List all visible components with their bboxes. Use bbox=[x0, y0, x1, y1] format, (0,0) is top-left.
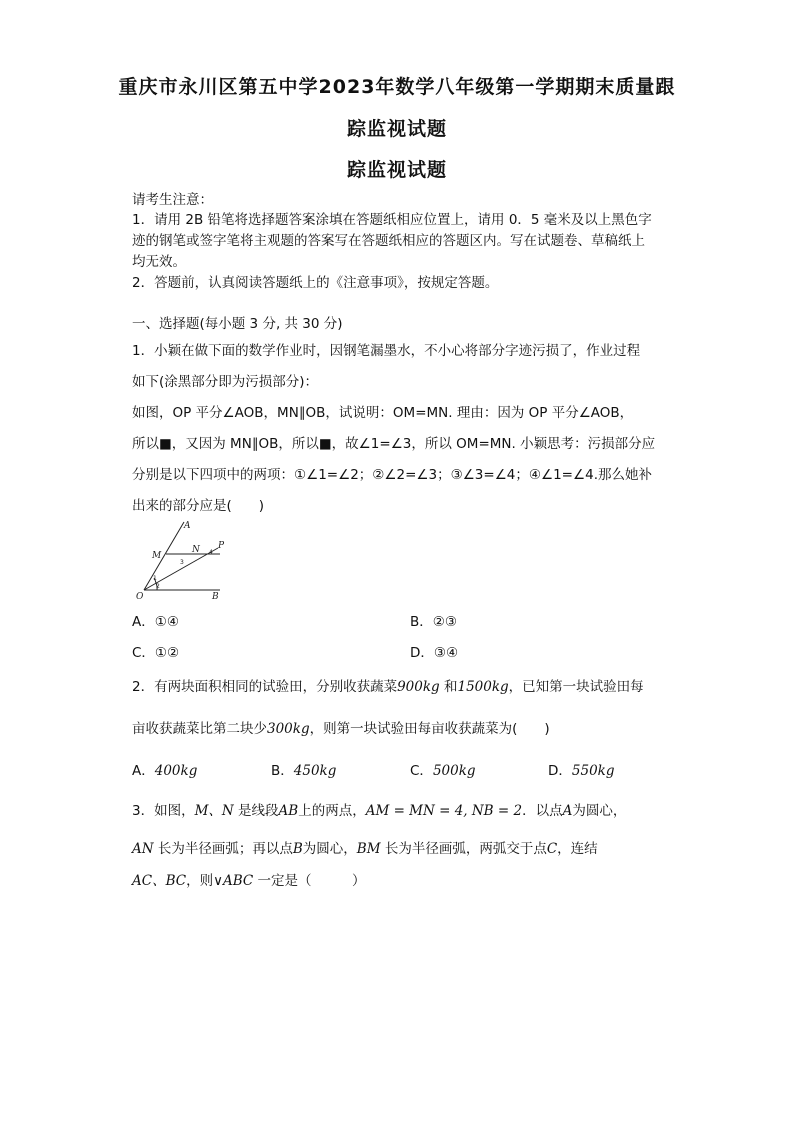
notice-heading: 请考生注意： bbox=[132, 192, 213, 208]
q2-line2 bbox=[132, 717, 550, 737]
q2-text-b: 和 bbox=[439, 679, 458, 695]
q2-option-d[interactable] bbox=[548, 759, 615, 779]
q2-option-a-value: 400kg bbox=[154, 763, 198, 779]
q2-math-900kg: 900kg bbox=[397, 679, 440, 695]
notice-item1-line3: 均无效。 bbox=[132, 254, 186, 270]
q2-option-d-value: 550kg bbox=[571, 763, 615, 779]
exam-title-line2: 踪监视试题 bbox=[346, 118, 447, 140]
q3-text-f: 长为半径画弧；再以点 bbox=[153, 841, 293, 857]
q2-option-a-label: A． bbox=[132, 763, 155, 779]
q3-text-b: 是线段 bbox=[233, 803, 279, 819]
q2-text-c: ，已知第一块试验田每 bbox=[508, 679, 644, 695]
q2-text-a: 2．有两块面积相同的试验田，分别收获蔬菜 bbox=[132, 679, 398, 695]
q3-math-equation: AM = MN = 4, NB = 2 bbox=[365, 803, 523, 819]
q3-math-bm: BM bbox=[356, 841, 381, 857]
q1-option-d[interactable]: D．③④ bbox=[410, 645, 459, 661]
q1-line6: 出来的部分应是( ) bbox=[132, 498, 265, 514]
q2-option-c-value: 500kg bbox=[432, 763, 476, 779]
q3-text-g: 为圆心， bbox=[302, 841, 357, 857]
q2-option-a[interactable] bbox=[132, 759, 197, 779]
q3-math-b: B bbox=[292, 841, 303, 857]
label-N: N bbox=[192, 545, 200, 555]
q3-math-triangle-abc: ∨ABC bbox=[213, 873, 254, 889]
q2-option-d-label: D． bbox=[548, 763, 572, 779]
label-angle-3: 3 bbox=[180, 559, 184, 566]
q2-text-d: 亩收获蔬菜比第二块少 bbox=[132, 721, 267, 737]
q2-math-1500kg: 1500kg bbox=[457, 679, 509, 695]
q2-line1 bbox=[132, 675, 644, 695]
q3-math-an: AN bbox=[132, 841, 154, 857]
label-angle-1: 1 bbox=[153, 575, 157, 582]
q2-text-e: ，则第一块试验田每亩收获蔬菜为( ) bbox=[309, 721, 550, 737]
q3-line2 bbox=[132, 837, 598, 857]
q1-line1: 1．小颖在做下面的数学作业时，因钢笔漏墨水，不小心将部分字迹污损了，作业过程 bbox=[132, 343, 641, 359]
label-angle-4: 4 bbox=[209, 549, 213, 556]
label-O: O bbox=[136, 592, 144, 602]
q1-line5: 分别是以下四项中的两项：①∠1=∠2；②∠2=∠3；③∠3=∠4；④∠1=∠4.那么她补 bbox=[132, 467, 652, 483]
q3-math-c: C bbox=[546, 841, 558, 857]
q2-option-b-label: B． bbox=[271, 763, 294, 779]
q3-math-mn: M、N bbox=[194, 803, 234, 819]
q3-text-a: 3．如图， bbox=[132, 803, 195, 819]
q1-line3: 如图，OP 平分∠AOB，MN∥OB，试说明：OM=MN. 理由：因为 OP 平分∠AOB， bbox=[132, 405, 634, 421]
notice-item1-line1: 1．请用 2B 铅笔将选择题答案涂填在答题纸相应位置上，请用 0．5 毫米及以上黑色字 bbox=[132, 212, 652, 228]
notice-item1-line2: 迹的钢笔或签字笔将主观题的答案写在答题纸相应的答题区内。写在试题卷、草稿纸上 bbox=[132, 233, 645, 249]
q3-text-k: 一定是（ ） bbox=[253, 873, 366, 889]
q1-option-a[interactable]: A．①④ bbox=[132, 614, 179, 630]
q1-line2: 如下(涂黑部分即为污损部分)： bbox=[132, 374, 319, 390]
q1-option-c[interactable]: C．①② bbox=[132, 645, 180, 661]
q2-option-c[interactable] bbox=[410, 759, 476, 779]
q1-line4: 所以■，又因为 MN∥OB，所以■，故∠1=∠3，所以 OM=MN. 小颖思考：污损部分应 bbox=[132, 436, 656, 452]
q3-math-ac-bc: AC、BC bbox=[132, 873, 187, 889]
q3-text-i: ，连结 bbox=[557, 841, 598, 857]
label-A: A bbox=[184, 521, 191, 531]
notice-item2: 2．答题前，认真阅读答题纸上的《注意事项》，按规定答题。 bbox=[132, 275, 499, 291]
q3-text-h: 长为半径画弧，两弧交于点 bbox=[380, 841, 547, 857]
q3-math-ab: AB bbox=[278, 803, 299, 819]
label-M: M bbox=[152, 551, 162, 561]
exam-title-line3: 踪监视试题 bbox=[346, 159, 447, 181]
q3-text-e: 为圆心， bbox=[572, 803, 627, 819]
q3-text-c: 上的两点， bbox=[298, 803, 366, 819]
exam-title-line1: 重庆市永川区第五中学2023年数学八年级第一学期期末质量跟 bbox=[118, 76, 676, 98]
q3-math-a: A bbox=[562, 803, 573, 819]
q3-text-j: ，则 bbox=[186, 873, 214, 889]
q2-math-300kg: 300kg bbox=[267, 721, 310, 737]
q1-option-b[interactable]: B．②③ bbox=[410, 614, 457, 630]
ray-OA bbox=[144, 522, 184, 590]
q3-line1 bbox=[132, 799, 626, 819]
q3-line3 bbox=[132, 869, 366, 889]
q2-option-b[interactable] bbox=[271, 759, 336, 779]
section1-heading: 一、选择题(每小题 3 分, 共 30 分) bbox=[132, 316, 343, 332]
q2-option-c-label: C． bbox=[410, 763, 433, 779]
angle-bisector-figure bbox=[136, 518, 246, 602]
label-P: P bbox=[218, 541, 225, 551]
q2-option-b-value: 450kg bbox=[293, 763, 337, 779]
label-B: B bbox=[212, 592, 219, 602]
label-angle-2: 2 bbox=[156, 583, 160, 590]
q3-text-d: ．以点 bbox=[522, 803, 563, 819]
